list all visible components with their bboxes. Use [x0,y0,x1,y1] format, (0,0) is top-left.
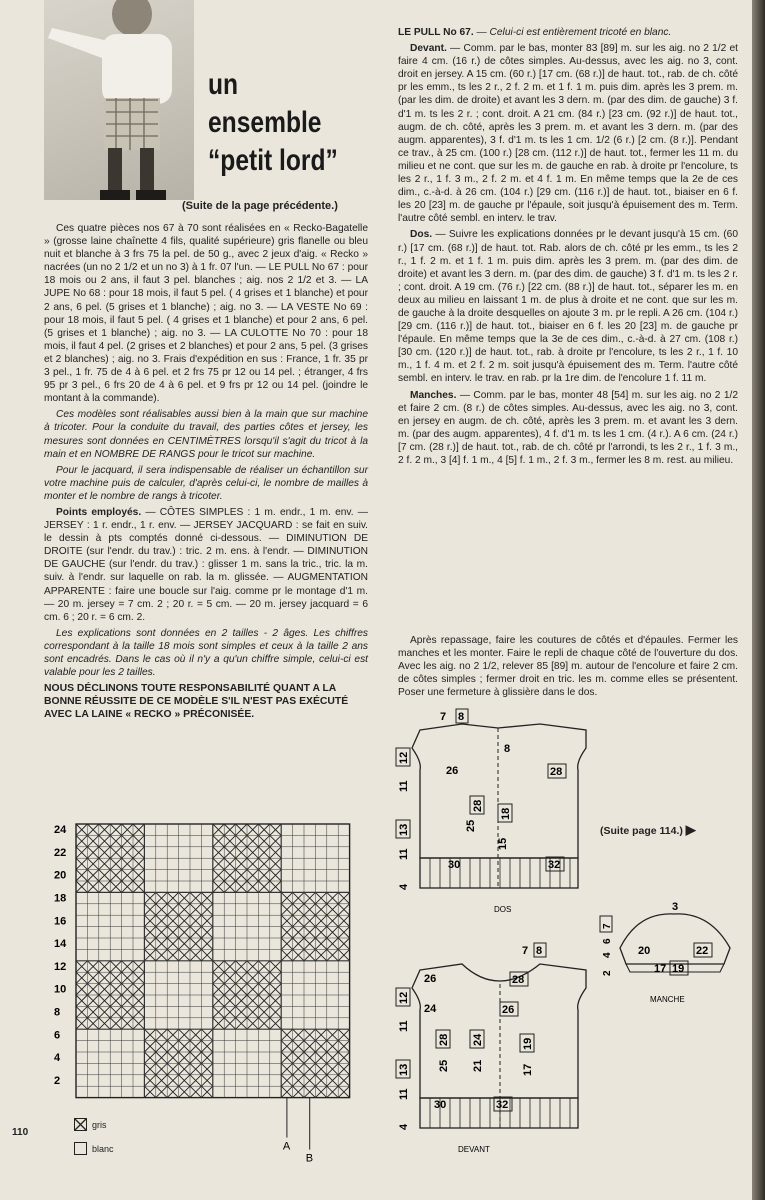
manche-height-boxed: 7 [602,923,613,929]
dos-neck-boxed: 8 [458,711,465,723]
devant-side2-boxed: 13 [398,1063,410,1076]
devant-text: — Comm. par le bas, monter 83 [89] m. sur les aig. no 2 1/2 et faire 4 cm. (16 r.) de côtes simples. Au-dessus, avec les aig. no 3, cont. droit en jersey. A 15 cm. (60 r.) [17 cm. (68 r.)] de haut. tot., rab. de ch. côté pr les emm., ts les 2 r., 2 f. 2 m. et 1 f. 1 m. puis dim. après les 3 prem. m. (par les dim. de droite) et avant les 3 dern. m. (par des dim. de gauche) 3 f. d'1 m. ts les 2 r. ; cont. droit. A 21 cm. (84 r.) [23 cm. (92 r.)] de haut. tot., augm. de ch. côté, après les 3 prem. m. et avant les 3 dern. m. (par des augm. apparentes), 3 f. d'1 m. ts les 1 cm. 1/2 (6 r.) [2 cm. (8 r.)]. Pendant ce trav., à 25 cm. (100 r.) [28 cm. (112 r.)] de haut. tot., fermer les 11 m. du milieu et ne cont. que sur les m. de gauche en rab. à droite pr l'encolure, ts les 2 r., 1 f. 3 m., 2 f. 2 m. et 4 f. 1 m. En même temps que la 2e de ces dim., c.-à-d. à 26 cm. (104 r.) [29 cm. (116 r.)] de haut. tot., biaiser en 6 f. les 20 [23] m. de gauche pr l'épaule, soit jusqu'à épuisement des m. Term. l'autre côté sembl. en interv. le trav. [398,43,738,225]
manche-height-label: 6 [602,938,613,944]
sizes-paragraph: Les explications sont données en 2 tailles - 2 âges. Les chiffres correspondant à la taille 18 mois sont simples et ceux à la taille 2 ans sont encadrés. Dans le cas où il n'y a qu'un chiffre simple, celui-ci est valable pour les 2 tailles. [44,627,368,679]
dos-side2-boxed: 13 [398,823,410,836]
dos-width-right: 28 [550,766,563,778]
devant-height-3-boxed: 19 [522,1037,534,1050]
jacquard-chart [50,818,360,1168]
devant-bottom-boxed: 32 [496,1099,509,1111]
dos-neck-label: 7 [440,711,447,723]
manche-width-label: 20 [638,945,651,957]
devant-bottom-label: 30 [434,1099,447,1111]
dos-label: Dos. [410,229,433,241]
devant-width-1: 26 [424,973,437,985]
devant-width-2-boxed: 26 [502,1004,515,1016]
jacquard-paragraph: Pour le jacquard, il sera indispensable de réaliser un échantillon sur votre machine puis de calculer, d'après celui-ci, le nombre de mailles à monter et le nombre de rangs à tricoter. [44,464,368,502]
marker-a-label: A [282,1140,291,1153]
manche-bottom-label: 17 [654,963,667,975]
manche-height2-label: 4 [602,952,613,958]
dos-schematic [390,700,600,920]
manche-rib-label: 2 [602,970,613,976]
devant-height-1-boxed: 28 [438,1033,450,1046]
row-number-label: 16 [54,915,67,928]
row-number-label: 24 [54,824,67,837]
devant-height-1: 25 [438,1059,450,1072]
pull-heading [398,26,738,39]
marker-b-label: B [305,1152,314,1165]
apres-block [398,634,738,702]
devant-height-3: 17 [522,1063,534,1076]
points-paragraph [44,506,368,624]
dos-height-1: 25 [465,819,477,832]
manches-label: Manches. [410,389,457,401]
devant-paragraph [398,42,738,225]
title-line-1: un [208,68,239,101]
row-number-label: 10 [54,983,67,996]
devant-side2-label: 11 [398,1088,410,1100]
dos-side-label: 11 [398,780,410,792]
materials-paragraph: Ces quatre pièces nos 67 à 70 sont réalisées en « Recko-Bagatelle » (grosse laine chaînette 4 fils, qualité supérieure) gris flanelle ou bleu nuit et blanche à 3 frs 75 la pel. de 50 g., avec 2 jeux d'aig. « Recko » nacrées (un no 2 1/2 et un no 3) à 1 fr. 07 l'un. — LE PULL No 67 : pour 18 mois ou 2 ans, il faut 3 pel. blanches ; aig. nos 2 1/2 et 3. — LA JUPE No 68 : pour 18 mois, il faut 5 pel. ( 4 grises et 1 blanche) et pour 2 ans, 6 pel. (5 grises et 1 blanche) ; aig. no 3. — LA VESTE No 69 : pour 18 mois, il faut 5 pel. ( 4 grises et 1 blanche) et pour 2 ans, 6 pel. (5 grises et 1 blanche) ; aig. no 3. — LA CULOTTE No 70 : pour 18 mois, il faut 4 pel. (2 grises et 2 blanches) et pour 2 ans, 5 pel. (3 grises et 2 blanches) ; aig. no 3. Frais d'expédition en sus : France, 1 fr. 35 pr 3 pel., 1 fr. 75 de 4 à 6 pel. et 2 frs 75 pr 12 ou 14 pel. ; étranger, 4 frs 95 pr 3 pel., 6 frs 20 de 4 à 6 pel. et 9 frs pr 12 ou 14 pel. (joindre le montant à la commande). [44,223,368,405]
binding-spine [752,0,765,1200]
devant-schematic [390,940,600,1160]
devant-neck-boxed: 8 [536,945,543,957]
manches-text: — Comm. par le bas, monter 48 [54] m. sur les aig. no 2 1/2 et faire 2 cm. (8 r.) de côtes simples. Au-dessus, avec les aig. no 3, cont. en jersey en augm. de ch. côté, après les 3 prem. m. et avant les 3 dern. m. (par des augm. apparentes), 4 f. d'1 m. ts les 1 cm. (4 r.). A 6 cm. (24 r.) [7 cm. (28 r.)] de haut. tot., rab. de ch. côté pr l'arrondi, ts les 2 r., 1 f. 3 m., 2 f. 2 m., 3 [4] f. 1 m., 4 [5] f. 1 m., 2 f. 3 m., fermer les 8 m. rest. au milieu. [398,389,738,466]
manche-bottom-boxed: 19 [672,963,685,975]
devant-width-2: 24 [424,1003,437,1015]
dos-side-boxed: 12 [398,751,410,764]
suite-page-link [600,822,696,838]
devant-side-label: 11 [398,1020,410,1032]
manche-top-label: 3 [672,901,679,913]
dos-height-2: 15 [497,837,509,850]
machine-paragraph: Ces modèles sont réalisables aussi bien à la main que sur machine à tricoter. Pour la conduite du travail, des parties côtes et jersey, les mesures sont données en CENTIMÈTRES lorsqu'il s'agit du tricot à la main et en NOMBRE DE RANGS pour le tricot sur machine. [44,409,368,460]
child-figure-image [44,0,194,200]
dos-depth-label: 8 [504,743,511,755]
devant-neck-label: 7 [522,945,529,957]
legend-gris-swatch [74,1118,88,1132]
devant-height-2-boxed: 24 [472,1033,484,1046]
devant-rib-label: 4 [398,1123,410,1130]
manches-paragraph [398,389,738,468]
pull-heading-subtitle: — Celui-ci est entièrement tricoté en blanc. [476,27,672,38]
dos-caption: DOS [494,905,512,914]
dos-bottom-label: 30 [448,859,461,871]
row-number-label: 18 [54,892,67,905]
row-number-label: 12 [54,960,67,973]
legend-gris-label: gris [92,1120,107,1130]
apres-paragraph: Après repassage, faire les coutures de côtés et d'épaules. Fermer les manches et les monter. Faire le repli de chaque côté de l'ouverture du dos. Avec les aig. no 2 1/2, relever 85 [89] m. autour de l'encolure et faire 2 cm. de côtes simples ; fermer droit en tric. les m. comme elles se présentent. Poser une fermeture à glissière dans le dos. [398,635,738,699]
dos-text: — Suivre les explications données pr le devant jusqu'à 15 cm. (60 r.) [17 cm. (68 r.)] de haut. tot. Rab. alors de ch. côté pr les emm., ts les 2 r., 1 f. 2 m. et 1 f. 1 m. puis dim. après les 3 prem. m. (par des dim. de droite) et avant les 3 dern. m. (par des dim. de gauche) 3 f. d'1 m. ts les 2 r. ; cont. droit. A 19 cm. (76 r.) [22 cm. (88 r.)] de haut. tot., séparer les m. en deux au milieu en laissant 1 m. de plus à droite et ne cont. que sur les m. de gauche à la droite desquelles on ajoute 3 m. pr le repli. A 26 cm. (104 r.) [29 cm. (116 r.)] de haut. tot., biaiser en 6 f. les 20 [23] m. de gauche pr l'épaule. En même temps que la 3e de ces dim., c.-à-d. à 27 cm. (108 r.) [30 cm. (120 r.)] de haut. tot., rab. à droite pr l'encolure, ts les 2 r., 1 f. 10 m., 1 f. 4 m. et 2 f. 2 m. soit jusqu'à épuisement des m. Term. l'autre côté sembl. en interv. le trav. en rab. pr la 1re dim. de l'encolure 1 f. 11 m. [398,229,738,385]
title-line-3: “petit lord” [208,144,338,177]
article-title [208,66,347,180]
devant-side-boxed: 12 [398,991,410,1004]
legend-blanc-swatch [74,1142,88,1156]
devant-label: Devant. [410,43,447,55]
legend-blanc-label: blanc [92,1144,114,1154]
suite-precedente: (Suite de la page précédente.) [182,200,338,212]
dos-rib-label: 4 [398,883,410,890]
dos-height-1-boxed: 28 [472,799,484,812]
row-number-label: 2 [54,1074,61,1087]
row-number-label: 4 [54,1052,61,1065]
arrow-right-icon: ▶ [685,822,696,837]
row-number-label: 6 [54,1029,61,1042]
dos-width-left: 26 [446,765,459,777]
child-photo [44,0,194,200]
row-number-label: 14 [54,938,67,951]
row-number-label: 8 [54,1006,61,1019]
manche-schematic [598,898,744,1008]
right-column [398,26,738,470]
page-number: 110 [12,1127,29,1138]
title-line-2: ensemble [208,106,322,139]
manche-width-boxed: 22 [696,945,709,957]
dos-paragraph [398,228,738,385]
points-heading: Points employés. [56,506,142,518]
points-text: — CÔTES SIMPLES : 1 m. endr., 1 m. env. — JERSEY : 1 r. endr., 1 r. env. — JERSEY JACQUARD : se fait en suiv. le dessin à pts comptés donné ci-dessous. — DIMINUTION DE DROITE (sur l'endr. du trav.) : tric. 2 m. ens. à l'endr. — DIMINUTION DE GAUCHE (sur l'endr. du trav.) : glisser 1 m. sans la tric., tric. la m. suiv. à l'endr. sur laquelle on rab. la m. glissée. — AUGMENTATION APPARENTE : faire une boucle sur l'aig. comme pr le montage d'1 m. — 20 m. jersey = 7 cm. 2 ; 20 r. = 5 cm. — 20 m. jersey jacquard = 6 cm. 6 ; 20 r. = 6 cm. 2. [44,506,368,623]
suite-page-text: (Suite page 114.) [600,825,683,837]
dos-height-2-boxed: 18 [500,807,512,820]
pull-heading-title: LE PULL No 67. [398,27,474,38]
dos-bottom-boxed: 32 [548,859,561,871]
left-column [44,222,368,724]
dos-side2-label: 11 [398,848,410,860]
manche-caption: MANCHE [650,995,685,1004]
devant-caption: DEVANT [458,1145,490,1154]
row-number-label: 20 [54,869,67,882]
responsibility-warning: NOUS DÉCLINONS TOUTE RESPONSABILITÉ QUANT A LA BONNE RÉUSSITE DE CE MODÈLE S'IL N'EST PAS EXÉCUTÉ AVEC LA LAINE « RECKO » PRÉCONISÉE. [44,683,349,721]
devant-width-1-boxed: 28 [512,974,525,986]
devant-height-2: 21 [472,1059,484,1072]
row-number-label: 22 [54,846,67,859]
